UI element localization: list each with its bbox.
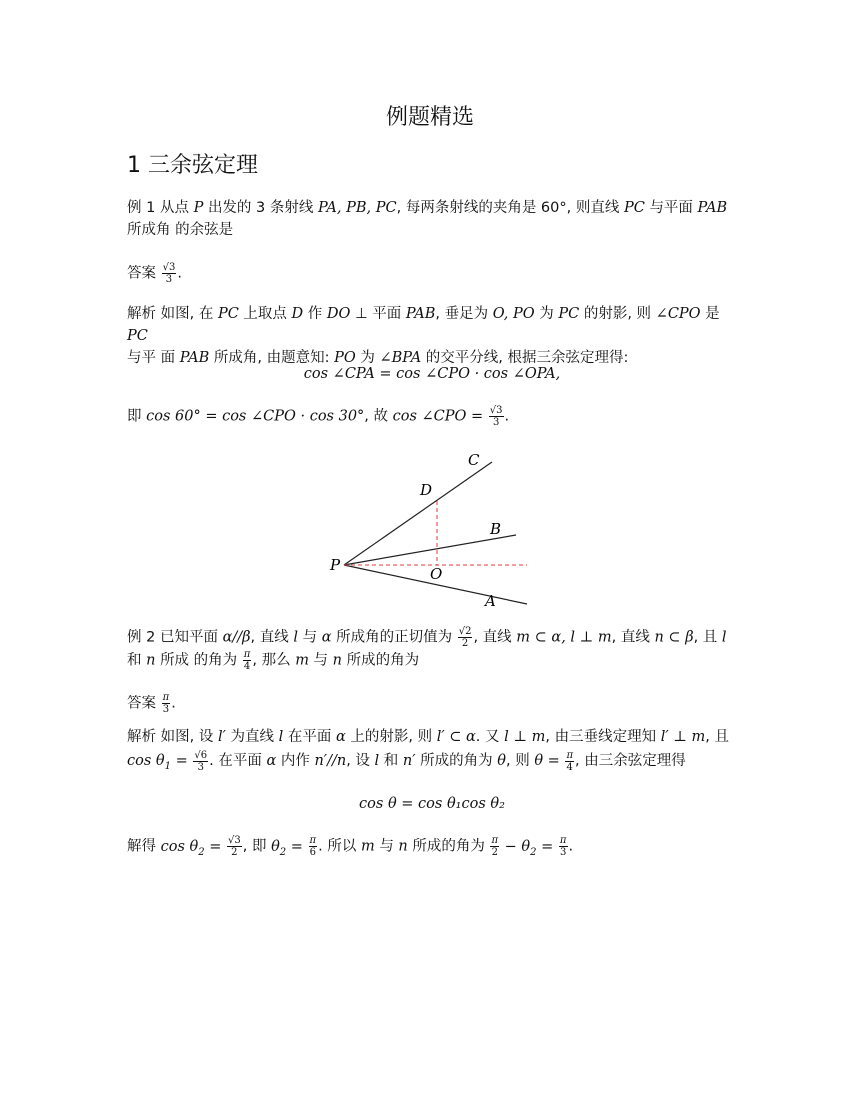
text: 在平面 bbox=[287, 729, 332, 745]
text: 即 bbox=[127, 408, 142, 425]
text: 所成角 的余弦是 bbox=[127, 222, 234, 238]
label-b: B bbox=[490, 520, 502, 538]
example-2-solution: 解得 $\cos \theta_2$ = $\frac{√3}{2}$ , 即 $\theta_2$ = $\frac{\pi}{6}$ . 所以 m 与 n 所成的角为 $\frac{\pi}{2}$ − $\theta_2$ = $\frac{\pi}{3}$ . bbox=[127, 835, 574, 858]
text: 所成 的角为 bbox=[160, 652, 238, 669]
math: n ⊂ β bbox=[654, 629, 694, 646]
math: P bbox=[193, 200, 204, 216]
text: 从点 bbox=[159, 200, 189, 216]
math: m ⊂ α, l ⊥ m bbox=[516, 629, 612, 646]
text: , 直线 bbox=[473, 629, 512, 646]
text: , 由三余弦定理得 bbox=[575, 753, 686, 769]
example-2-analysis bbox=[127, 725, 737, 779]
math: PAB bbox=[697, 200, 728, 216]
text: 所成角, 由题意知: bbox=[213, 350, 330, 366]
example-2-statement bbox=[127, 626, 737, 672]
text: , 且 bbox=[693, 629, 718, 646]
math: ∠BPA bbox=[379, 350, 422, 366]
text: 是 bbox=[705, 306, 720, 322]
text: 出发的 3 条射线 bbox=[207, 200, 314, 216]
label-p: P bbox=[330, 556, 341, 574]
page-title: 例题精选 bbox=[385, 105, 474, 130]
text: , 设 bbox=[346, 753, 370, 769]
math: l′ bbox=[217, 729, 226, 745]
text: , 那么 bbox=[252, 652, 291, 669]
math: l′ ⊂ α bbox=[436, 729, 476, 745]
text: 的射影, 则 bbox=[583, 306, 652, 322]
fraction: $\frac{√6}{3}$ bbox=[194, 749, 208, 773]
math: α bbox=[266, 753, 277, 769]
section-heading: 1 三余弦定理 bbox=[127, 153, 258, 178]
text: , 直线 bbox=[250, 629, 289, 646]
text: 内作 bbox=[280, 753, 310, 769]
text: 上的射影, 则 bbox=[350, 729, 433, 745]
answer-label: 答案 bbox=[127, 695, 156, 712]
text: , 每两条射线的夹角是 60°, 则直线 bbox=[396, 200, 620, 216]
text: 和 bbox=[127, 652, 142, 669]
text: 与平面 bbox=[649, 200, 693, 216]
answer-label: 答案 bbox=[127, 265, 156, 282]
math: l′ ⊥ m bbox=[660, 729, 706, 745]
math: cos 60° = cos ∠CPO · cos 30° bbox=[146, 408, 365, 425]
math: θ bbox=[497, 753, 506, 769]
math: PO bbox=[334, 350, 356, 366]
example-2-formula: cos θ = cos θ₁cos θ₂ bbox=[359, 796, 505, 812]
text: 如图, 设 bbox=[160, 729, 214, 745]
math: PC bbox=[623, 200, 645, 216]
fraction: $\frac{\pi}{3}$ bbox=[162, 692, 170, 715]
example-1-formula: cos ∠CPA = cos ∠CPO · cos ∠OPA, bbox=[303, 366, 561, 382]
text: 上取点 bbox=[243, 306, 287, 322]
fraction: $\frac{\pi}{4}$ bbox=[243, 649, 251, 672]
text: 所成的角为 bbox=[412, 838, 485, 855]
math: n bbox=[398, 838, 408, 855]
text: 与 bbox=[379, 838, 394, 855]
math: $\cos \theta_1$ = bbox=[127, 753, 188, 772]
text: , 由三垂线定理知 bbox=[545, 729, 657, 745]
math: l bbox=[293, 629, 298, 646]
fraction: $\frac{√3}{2}$ bbox=[228, 835, 241, 858]
math: PC bbox=[558, 306, 580, 322]
math: n bbox=[146, 652, 156, 669]
text: 的交平分线, 根据三余弦定理得: bbox=[425, 350, 629, 366]
math: PA, PB, PC bbox=[318, 200, 397, 216]
fraction: $\frac{\pi}{2}$ bbox=[491, 835, 499, 858]
math: PAB bbox=[179, 350, 210, 366]
math: D bbox=[291, 306, 304, 322]
math: n′ bbox=[402, 753, 416, 769]
math: DO bbox=[326, 306, 351, 322]
text: 与 bbox=[302, 629, 318, 646]
math: α//β bbox=[222, 629, 251, 646]
text: . 又 bbox=[475, 729, 500, 745]
text: 已知平面 bbox=[159, 629, 218, 646]
math: ∠CPO bbox=[655, 306, 701, 322]
ray-pc bbox=[344, 462, 492, 565]
example-1-answer: 答案 $\frac{√3}{3}$ . bbox=[127, 262, 182, 285]
math: n bbox=[332, 652, 342, 669]
text: 如图, 在 bbox=[160, 306, 214, 322]
label-o: O bbox=[430, 565, 443, 583]
math: $\cos \theta_2$ = bbox=[160, 838, 222, 858]
math: θ = bbox=[534, 753, 560, 769]
text: , 故 bbox=[364, 408, 389, 425]
fraction: $\frac{\pi}{4}$ bbox=[566, 749, 574, 773]
math: − $\theta_2$ = bbox=[504, 838, 554, 858]
example-label: 例 2 bbox=[127, 629, 156, 646]
text: 作 bbox=[307, 306, 323, 322]
text: ⊥ 平面 bbox=[355, 306, 402, 322]
math: l ⊥ m bbox=[504, 729, 546, 745]
text: 为直线 bbox=[230, 729, 274, 745]
text: 与平 面 bbox=[127, 350, 176, 366]
math: l bbox=[721, 629, 727, 646]
math: α bbox=[321, 629, 332, 646]
label-a: A bbox=[485, 592, 496, 610]
fraction: $\frac{√3}{3}$ bbox=[489, 405, 503, 428]
math: l bbox=[278, 729, 284, 745]
text: , 则 bbox=[506, 753, 530, 769]
text: , 垂足为 bbox=[435, 306, 489, 322]
text: . 在平面 bbox=[209, 753, 262, 769]
text: , 直线 bbox=[611, 629, 650, 646]
analysis-label: 解析 bbox=[127, 729, 156, 745]
text: 所成的角为 bbox=[346, 652, 420, 669]
geometry-figure bbox=[320, 448, 540, 618]
fraction: $\frac{\pi}{6}$ bbox=[309, 835, 317, 858]
math: PC bbox=[127, 328, 148, 344]
math: cos ∠CPO = bbox=[392, 408, 484, 425]
analysis-label: 解析 bbox=[127, 306, 156, 322]
math: n′//n bbox=[314, 753, 347, 769]
label-d: D bbox=[420, 481, 433, 499]
text: . 所以 bbox=[318, 838, 357, 855]
math: PC bbox=[217, 306, 239, 322]
example-label: 例 1 bbox=[127, 200, 156, 216]
text: 所成的角为 bbox=[420, 753, 493, 769]
text: 解得 bbox=[127, 838, 156, 855]
text: 和 bbox=[383, 753, 399, 769]
math: l bbox=[374, 753, 380, 769]
label-c: C bbox=[468, 451, 480, 469]
text: , 即 bbox=[242, 838, 267, 855]
fraction: $\frac{√2}{2}$ bbox=[458, 626, 472, 649]
math: O, PO bbox=[492, 306, 535, 322]
math: $\theta_2$ = bbox=[271, 838, 303, 858]
fraction: $\frac{√3}{3}$ bbox=[162, 262, 176, 285]
example-1-analysis bbox=[127, 303, 737, 369]
math: PAB bbox=[405, 306, 436, 322]
text: , 且 bbox=[705, 729, 729, 745]
example-1-statement bbox=[127, 197, 737, 241]
fraction: $\frac{\pi}{3}$ bbox=[559, 835, 567, 858]
math: m bbox=[360, 838, 375, 855]
ray-pb bbox=[344, 535, 516, 565]
math: α bbox=[335, 729, 346, 745]
text: 为 bbox=[360, 350, 375, 366]
math: m bbox=[295, 652, 309, 669]
example-1-conclusion: 即 cos 60° = cos ∠CPO · cos 30°, 故 cos ∠CPO = $\frac{√3}{3}$ . bbox=[127, 405, 510, 428]
text: 所成角的正切值为 bbox=[336, 629, 453, 646]
text: 与 bbox=[313, 652, 329, 669]
text: 为 bbox=[539, 306, 554, 322]
example-2-answer: 答案 $\frac{\pi}{3}$ . bbox=[127, 692, 176, 715]
